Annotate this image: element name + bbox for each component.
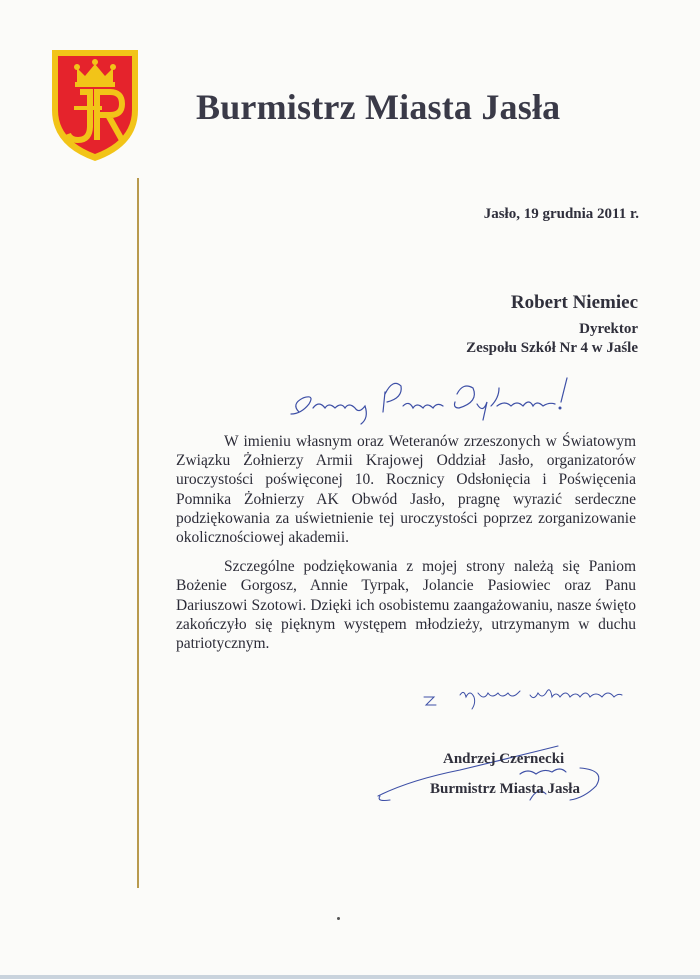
signer-name: Andrzej Czernecki: [443, 751, 565, 767]
margin-rule: [137, 178, 139, 888]
page-dot: [337, 917, 340, 920]
handwritten-closing: [420, 675, 630, 715]
scan-bottom-edge: [0, 975, 700, 979]
letter-body: [176, 432, 636, 663]
recipient-role: Dyrektor: [579, 321, 638, 337]
handwritten-salutation: [285, 368, 585, 428]
signer-title: Burmistrz Miasta Jasła: [430, 781, 580, 797]
recipient-name: Robert Niemiec: [510, 292, 638, 313]
letterhead-title: Burmistrz Miasta Jasła: [196, 87, 561, 127]
recipient-block: [466, 292, 638, 358]
body-paragraph-2: Szczególne podziękowania z mojej strony należą się Paniom Bożenie Gorgosz, Annie Tyrpak, Jolancie Pasiowiec oraz Panu Dariuszowi Szotowi. Dzięki ich osobistemu zaangażowaniu, nasze święto zakończyło się pięknym występem młodzieży, utrzymanym w duchu patriotycznym.: [176, 558, 637, 653]
jaslo-coat-of-arms-icon: [50, 48, 140, 163]
recipient-institution: Zespołu Szkół Nr 4 w Jaśle: [466, 340, 638, 356]
letter-date: Jasło, 19 grudnia 2011 r.: [483, 206, 639, 222]
body-paragraph-1: W imieniu własnym oraz Weteranów zrzeszonych w Światowym Związku Żołnierzy Armii Krajowej Oddział Jasło, organizatorów uroczystości poświęconej 10. Rocznicy Odsłonięcia i Poświęcenia Pomnika Żołnierzy AK Obwód Jasło, pragnę wyrazić serdeczne podziękowania za uświetnienie tej uroczystości poprzez zorganizowanie okolicznościowej akademii.: [176, 433, 637, 547]
